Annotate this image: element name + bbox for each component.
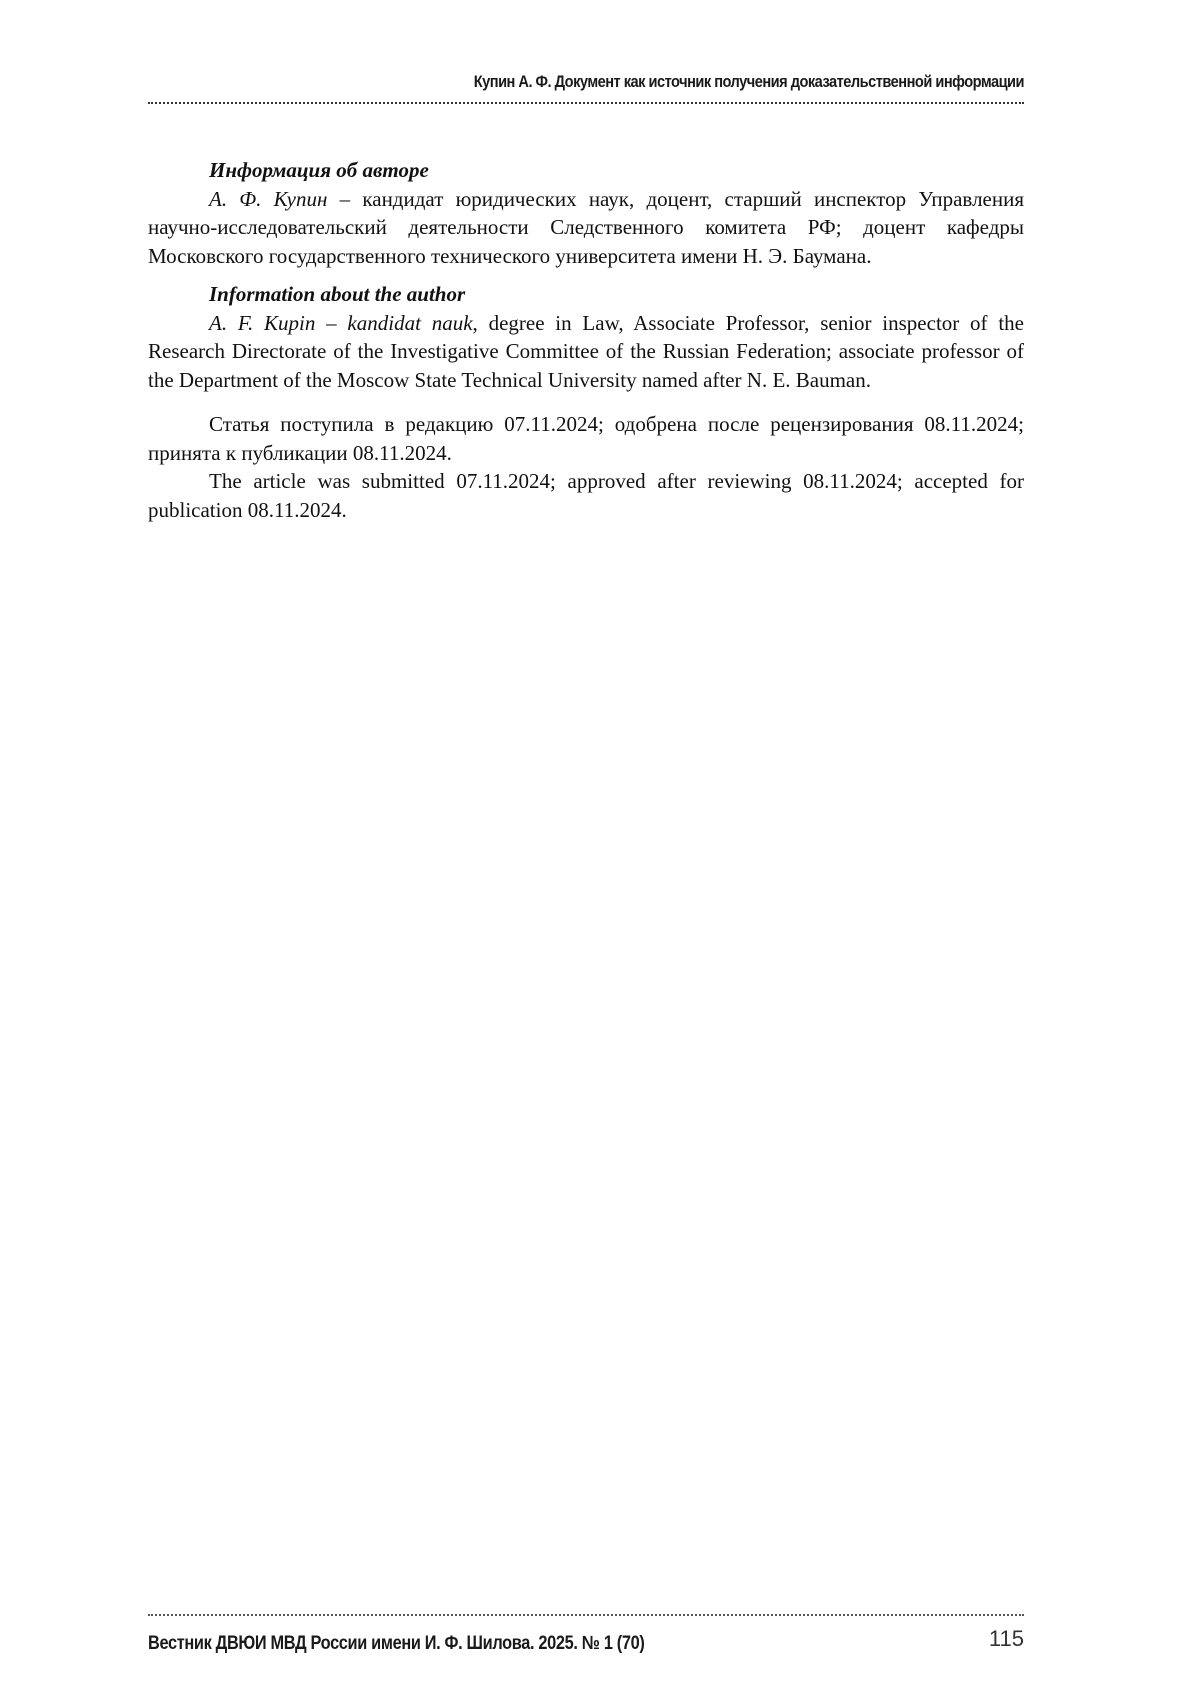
article-end-matter xyxy=(148,156,1024,524)
author-info-heading-en: Information about the author xyxy=(209,282,466,306)
running-header: Купин А. Ф. Документ как источник получения доказательственной информации xyxy=(473,72,1025,91)
article-dates-en: The article was submitted 07.11.2024; approved after reviewing 08.11.2024; accepted for publication 08.11.2024. xyxy=(148,469,1024,522)
author-info-ru xyxy=(148,185,1024,271)
author-details-en: , degree in Law, Associate Professor, senior inspector of the Research Directorate of the Investigative Committee of the Russian Federation; associate professor of the Department of the Moscow State Technical University named after N. E. Bauman. xyxy=(148,310,1024,392)
author-info-en xyxy=(148,309,1024,395)
header-divider xyxy=(148,102,1024,104)
author-name-ru: А. Ф. Купин xyxy=(209,186,328,211)
page-number: 115 xyxy=(988,1626,1024,1651)
footer-divider xyxy=(148,1614,1024,1616)
author-info-heading-ru: Информация об авторе xyxy=(209,158,429,182)
article-dates-ru: Статья поступила в редакцию 07.11.2024; одобрена после рецензирования 08.11.2024; принята к публикации 08.11.2024. xyxy=(148,412,1024,465)
author-details-ru: – кандидат юридических наук, доцент, старший инспектор Управления научно-исследовательский деятельности Следственного комитета РФ; доцент кафедры Московского государственного технического университета имени Н. Э. Баумана. xyxy=(148,186,1025,268)
journal-footer-title: Вестник ДВЮИ МВД России имени И. Ф. Шилова. 2025. № 1 (70) xyxy=(148,1633,645,1654)
author-name-en: A. F. Kupin – kandidat nauk xyxy=(209,310,473,335)
